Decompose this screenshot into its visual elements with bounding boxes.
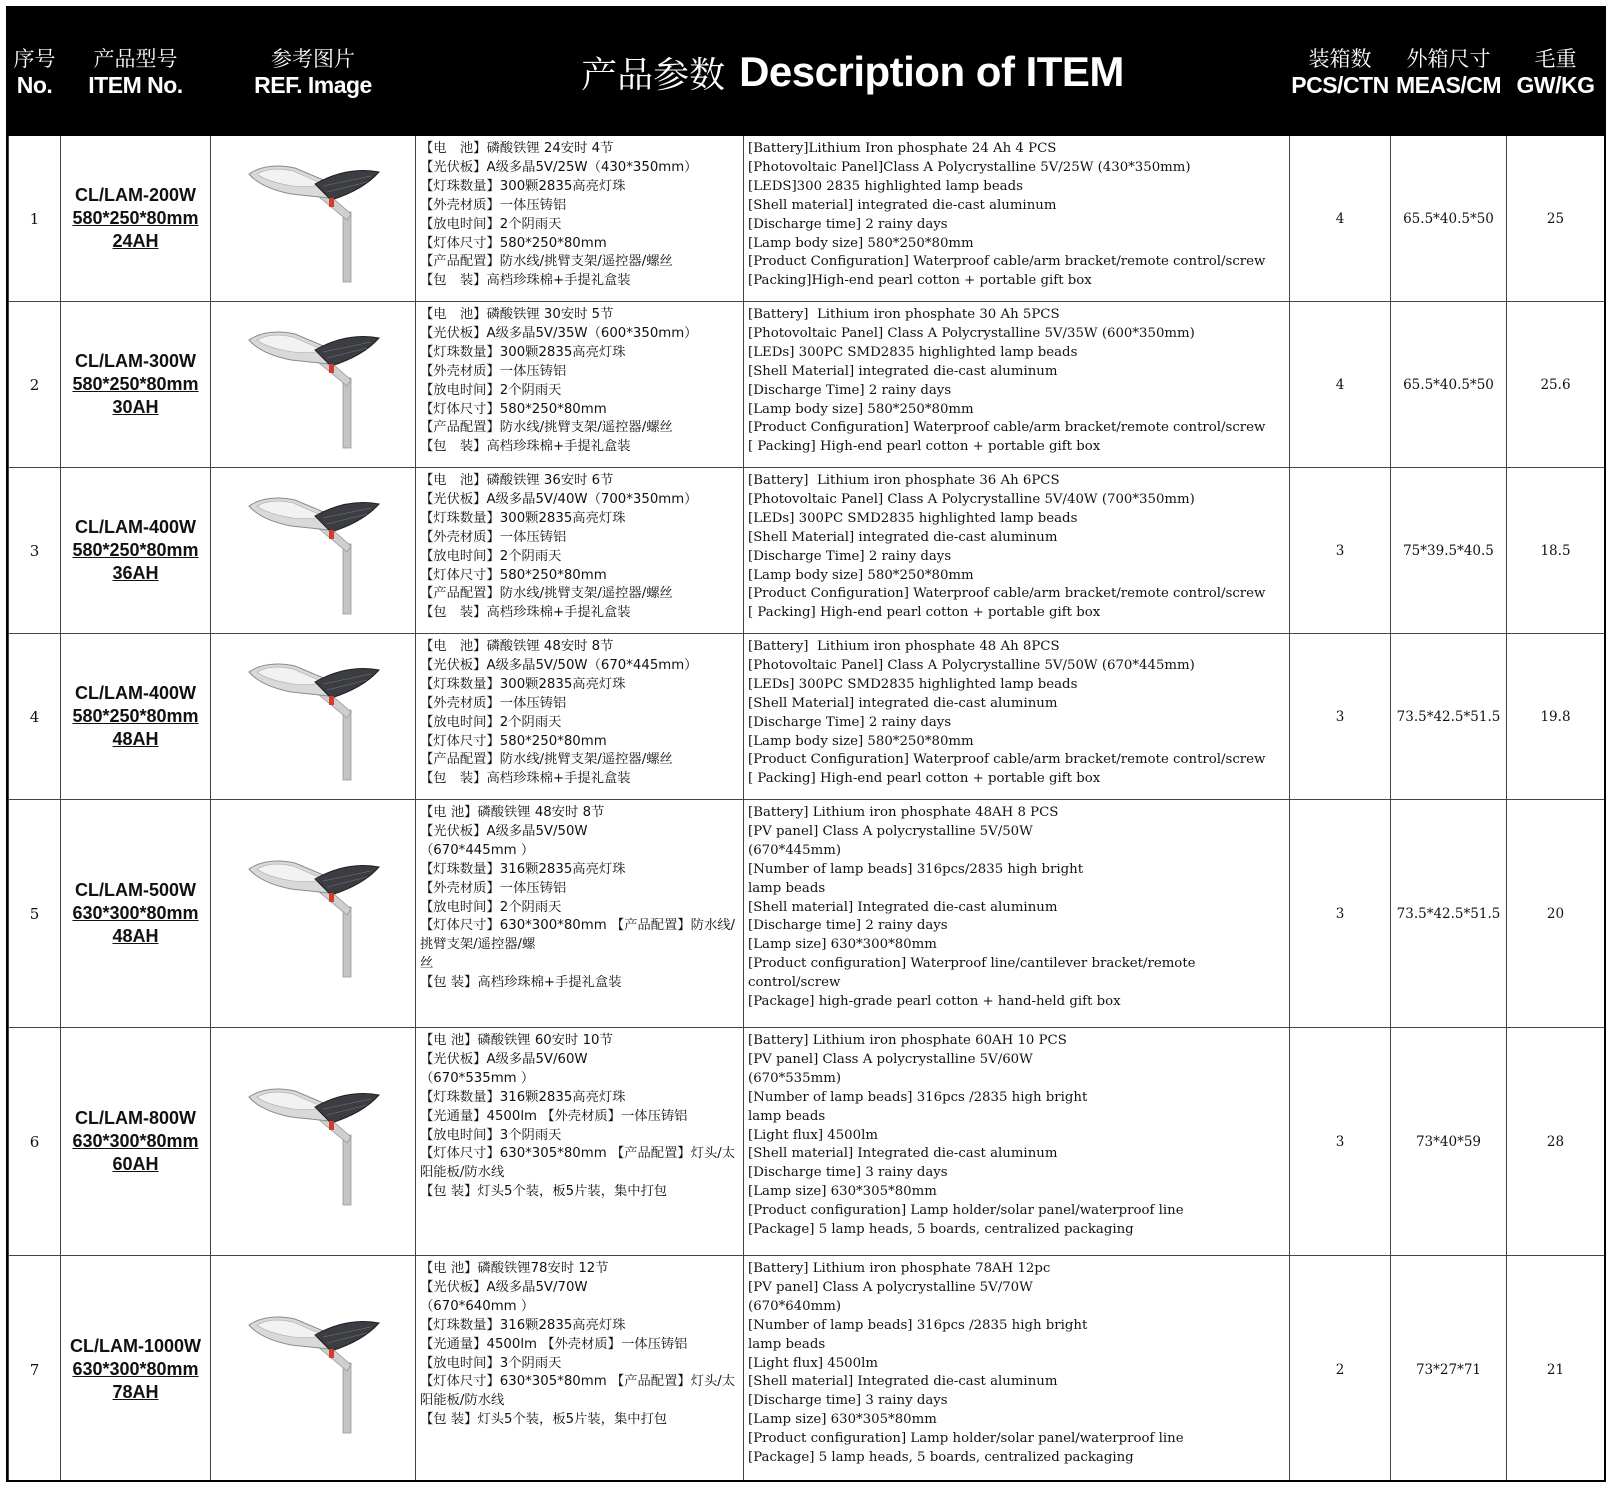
header-gw-cn: 毛重 [1534,46,1577,71]
product-table [8,8,1605,1482]
spec-line: [Number of lamp beads] 316pcs/2835 high bright [748,861,1084,877]
item-size: 580*250*80mm [72,706,199,726]
spec-line: 【包 装】灯头5个装，板5片装，集中打包 [420,1184,668,1200]
table-row [9,1028,1605,1256]
spec-line: 【放电时间】2个阴雨天 [420,548,562,564]
item-model: CL/LAM-200W [75,185,196,205]
spec-line: 【产品配置】防水线/挑臂支架/遥控器/螺丝 [420,586,673,602]
ref-image-cell [211,1028,416,1256]
spec-line: 【电 池】磷酸铁锂 36安时 6节 [420,473,614,488]
spec-cn-cell [416,468,744,634]
spec-line: 【光伏板】A级多晶5V/60W [420,1051,588,1067]
spec-en-cell [744,1028,1290,1256]
spec-line: 【光伏板】A级多晶5V/25W（430*350mm） [420,159,698,175]
spec-line: 【产品配置】防水线/挑臂支架/遥控器/螺丝 [420,752,673,768]
spec-line: 【灯珠数量】316颗2835高亮灯珠 [420,1317,626,1333]
spec-line: 【外壳材质】一体压铸铝 [420,695,567,711]
spec-line: [Photovoltaic Panel] Class A Polycrystalline 5V/40W (700*350mm) [748,491,1195,507]
header-desc-cn: 产品参数 [581,54,726,96]
spec-line: 【光伏板】A级多晶5V/40W（700*350mm） [420,491,698,507]
item-model: CL/LAM-1000W [69,1336,201,1356]
spec-line: 【灯体尺寸】580*250*80mm [420,567,607,583]
spec-line: (670*445mm) [748,842,842,858]
spec-line: [Battery] Lithium iron phosphate 60AH 10 PCS [748,1033,1067,1048]
row-number: 2 [9,302,61,468]
spec-line: 【光伏板】A级多晶5V/70W [420,1279,588,1295]
spec-line: 【放电时间】2个阴雨天 [420,216,562,232]
spec-line: 【灯体尺寸】630*305*80mm 【产品配置】灯头/太阳能板/防水线 [420,1374,736,1409]
solar-street-light-icon [243,154,383,284]
spec-cn-cell [416,302,744,468]
spec-line: 【灯体尺寸】630*300*80mm 【产品配置】防水线/挑臂支架/遥控器/螺 [420,918,736,953]
item-model: CL/LAM-800W [75,1108,196,1128]
spec-line: [Shell Material] integrated die-cast aluminum [748,529,1058,545]
spec-line: 【放电时间】3个阴雨天 [420,1355,562,1371]
spec-line: [Shell material] Integrated die-cast aluminum [748,1146,1058,1162]
spec-line: （670*640mm ） [420,1298,535,1314]
row-number: 7 [9,1256,61,1483]
spec-line: (670*640mm) [748,1298,842,1314]
spec-line: 【包 装】高档珍珠棉+手提礼盒装 [420,975,622,991]
spec-line: 【光伏板】A级多晶5V/35W（600*350mm） [420,325,698,341]
row-number: 6 [9,1028,61,1256]
gross-weight: 28 [1507,1028,1605,1256]
spec-line: [Package] high-grade pearl cotton + hand-held gift box [748,994,1121,1010]
spec-line: [Photovoltaic Panel] Class A Polycrystalline 5V/35W (600*350mm) [748,325,1195,341]
header-ref-en: REF. Image [254,71,372,98]
row-number: 5 [9,800,61,1028]
spec-line: [Product Configuration] Waterproof cable/arm bracket/remote control/screw [748,420,1266,436]
spec-cn-cell [416,634,744,800]
spec-en-cell [744,136,1290,302]
solar-street-light-icon [243,849,383,979]
spec-line: 【包 装】高档珍珠棉+手提礼盒装 [420,771,631,787]
product-spec-sheet [6,6,1606,1482]
item-size: 630*300*80mm [72,1359,199,1379]
header-gw [1507,9,1605,136]
spec-line: lamp beads [748,880,826,896]
spec-line: [Battery] Lithium iron phosphate 36 Ah 6PCS [748,473,1060,488]
header-pcs [1290,9,1391,136]
spec-line: 【光伏板】A级多晶5V/50W（670*445mm） [420,657,698,673]
gross-weight: 20 [1507,800,1605,1028]
spec-line: 【放电时间】2个阴雨天 [420,382,562,398]
pcs-per-carton: 3 [1290,634,1391,800]
spec-line: [Lamp size] 630*305*80mm [748,1184,937,1200]
spec-line: 【灯体尺寸】580*250*80mm [420,235,607,251]
pcs-per-carton: 2 [1290,1256,1391,1483]
gross-weight: 18.5 [1507,468,1605,634]
spec-line: [Product configuration] Lamp holder/solar panel/waterproof line [748,1203,1184,1219]
spec-line: 【灯珠数量】316颗2835高亮灯珠 [420,861,626,877]
spec-en-cell [744,302,1290,468]
carton-measurement: 73*40*59 [1391,1028,1507,1256]
spec-line: [Lamp body size] 580*250*80mm [748,733,974,749]
item-size: 580*250*80mm [72,540,199,560]
spec-line: 【灯珠数量】316颗2835高亮灯珠 [420,1089,626,1105]
spec-en-cell [744,634,1290,800]
gross-weight: 21 [1507,1256,1605,1483]
spec-line: [Light flux] 4500lm [748,1127,878,1143]
spec-line: [Product Configuration] Waterproof cable/arm bracket/remote control/screw [748,752,1266,768]
spec-line: 【产品配置】防水线/挑臂支架/遥控器/螺丝 [420,254,673,270]
spec-line: 【光伏板】A级多晶5V/50W [420,823,588,839]
item-battery: 36AH [112,563,159,583]
table-row [9,468,1605,634]
ref-image-cell [211,302,416,468]
table-row [9,800,1605,1028]
spec-line: [Number of lamp beads] 316pcs /2835 high bright [748,1089,1088,1105]
spec-line: [Product Configuration] Waterproof cable/arm bracket/remote control/screw [748,254,1266,270]
solar-street-light-icon [243,1305,383,1435]
spec-line: [Lamp body size] 580*250*80mm [748,401,974,417]
spec-line: 【灯体尺寸】580*250*80mm [420,733,607,749]
header-no-cn: 序号 [13,46,56,71]
spec-line: lamp beads [748,1336,826,1352]
item-battery: 60AH [112,1154,159,1174]
gross-weight: 25.6 [1507,302,1605,468]
spec-line: [ Packing] High-end pearl cotton + portable gift box [748,439,1101,455]
row-number: 4 [9,634,61,800]
spec-line: [Shell Material] integrated die-cast aluminum [748,695,1058,711]
item-cell [61,468,211,634]
spec-line: [ Packing] High-end pearl cotton + portable gift box [748,605,1101,621]
gross-weight: 25 [1507,136,1605,302]
item-size: 630*300*80mm [72,1131,199,1151]
item-battery: 30AH [112,397,159,417]
solar-street-light-icon [243,320,383,450]
spec-line: 【灯体尺寸】580*250*80mm [420,401,607,417]
spec-line: 【放电时间】2个阴雨天 [420,714,562,730]
spec-line: 【光通量】4500lm 【外壳材质】一体压铸铝 [420,1336,688,1352]
spec-line: [Battery] Lithium iron phosphate 48 Ah 8PCS [748,639,1060,654]
item-model: CL/LAM-300W [75,351,196,371]
header-item [61,9,211,136]
spec-line: [Packing]High-end pearl cotton + portable gift box [748,273,1092,289]
spec-line: [Battery] Lithium iron phosphate 48AH 8 PCS [748,805,1059,820]
spec-line: 【电 池】磷酸铁锂 48安时 8节 [420,639,614,654]
spec-en-cell [744,1256,1290,1483]
header-pcs-cn: 装箱数 [1308,46,1372,71]
spec-line: 【灯体尺寸】630*305*80mm 【产品配置】灯头/太阳能板/防水线 [420,1146,736,1181]
table-header [9,9,1605,136]
spec-line: 【包 装】灯头5个装，板5片装，集中打包 [420,1412,668,1428]
item-battery: 78AH [112,1382,159,1402]
spec-line: [PV panel] Class A polycrystalline 5V/70W [748,1279,1033,1295]
header-no-en: No. [16,71,53,98]
table-row [9,136,1605,302]
item-battery: 24AH [112,231,159,251]
spec-line: 【电 池】磷酸铁锂 48安时 8节 [420,805,605,820]
spec-line: 【放电时间】3个阴雨天 [420,1127,562,1143]
spec-line: [LEDs] 300PC SMD2835 highlighted lamp beads [748,510,1078,526]
spec-line: [PV panel] Class A polycrystalline 5V/60W [748,1051,1033,1067]
table-row [9,1256,1605,1483]
spec-line: [Discharge time] 3 rainy days [748,1165,948,1181]
spec-line: 丝 [420,956,434,972]
pcs-per-carton: 4 [1290,136,1391,302]
spec-line: 【包 装】高档珍珠棉+手提礼盒装 [420,273,631,289]
row-number: 1 [9,136,61,302]
spec-line: [Discharge time] 2 rainy days [748,216,948,232]
item-battery: 48AH [112,729,159,749]
spec-line: 【灯珠数量】300颗2835高亮灯珠 [420,344,626,360]
spec-line: [ Packing] High-end pearl cotton + portable gift box [748,771,1101,787]
spec-line: 【电 池】磷酸铁锂78安时 12节 [420,1261,609,1276]
spec-line: 【电 池】磷酸铁锂 24安时 4节 [420,141,614,156]
spec-en-cell [744,468,1290,634]
table-row [9,634,1605,800]
spec-line: 【灯珠数量】300颗2835高亮灯珠 [420,676,626,692]
item-model: CL/LAM-500W [75,880,196,900]
header-no [9,9,61,136]
spec-line: [Package] 5 lamp heads, 5 boards, centralized packaging [748,1450,1134,1466]
spec-line: 【包 装】高档珍珠棉+手提礼盒装 [420,439,631,455]
carton-measurement: 65.5*40.5*50 [1391,136,1507,302]
ref-image-cell [211,136,416,302]
ref-image-cell [211,800,416,1028]
table-body [9,136,1605,1483]
pcs-per-carton: 3 [1290,800,1391,1028]
spec-line: 【外壳材质】一体压铸铝 [420,197,567,213]
spec-line: [Lamp size] 630*305*80mm [748,1412,937,1428]
spec-line: [Discharge time] 2 rainy days [748,918,948,934]
header-desc-en: Description of ITEM [739,48,1124,95]
spec-cn-cell [416,1028,744,1256]
carton-measurement: 75*39.5*40.5 [1391,468,1507,634]
header-gw-en: GW/KG [1516,71,1595,98]
header-ref-cn: 参考图片 [271,46,355,71]
spec-cn-cell [416,1256,744,1483]
spec-line: [Discharge Time] 2 rainy days [748,714,952,730]
ref-image-cell [211,634,416,800]
solar-street-light-icon [243,1077,383,1207]
item-size: 580*250*80mm [72,374,199,394]
item-cell [61,1256,211,1483]
spec-line: [Lamp size] 630*300*80mm [748,937,937,953]
spec-line: [Product configuration] Waterproof line/cantilever bracket/remote control/screw [748,956,1200,991]
ref-image-cell [211,468,416,634]
item-cell [61,136,211,302]
item-model: CL/LAM-400W [75,683,196,703]
item-size: 580*250*80mm [72,208,199,228]
spec-cn-cell [416,136,744,302]
spec-line: [Shell Material] integrated die-cast aluminum [748,363,1058,379]
header-description [416,9,1290,136]
spec-line: [LEDs] 300PC SMD2835 highlighted lamp beads [748,344,1078,360]
gross-weight: 19.8 [1507,634,1605,800]
spec-line: [Package] 5 lamp heads, 5 boards, centralized packaging [748,1222,1134,1238]
pcs-per-carton: 4 [1290,302,1391,468]
item-cell [61,634,211,800]
spec-line: [Shell material] integrated die-cast aluminum [748,197,1057,213]
header-pcs-en: PCS/CTN [1291,71,1389,98]
spec-line: 【外壳材质】一体压铸铝 [420,529,567,545]
spec-line: [LEDS]300 2835 highlighted lamp beads [748,178,1023,194]
solar-street-light-icon [243,486,383,616]
spec-line: 【外壳材质】一体压铸铝 [420,363,567,379]
pcs-per-carton: 3 [1290,1028,1391,1256]
spec-line: 【电 池】磷酸铁锂 30安时 5节 [420,307,614,322]
spec-line: [Discharge Time] 2 rainy days [748,548,952,564]
solar-street-light-icon [243,652,383,782]
spec-line: [Battery]Lithium Iron phosphate 24 Ah 4 PCS [748,141,1057,156]
spec-line: [Shell material] Integrated die-cast aluminum [748,899,1058,915]
spec-line: [Product Configuration] Waterproof cable/arm bracket/remote control/screw [748,586,1266,602]
spec-line: [LEDs] 300PC SMD2835 highlighted lamp beads [748,676,1078,692]
carton-measurement: 73.5*42.5*51.5 [1391,800,1507,1028]
item-size: 630*300*80mm [72,903,199,923]
header-item-cn: 产品型号 [93,46,178,71]
spec-line: (670*535mm) [748,1070,842,1086]
spec-line: （670*445mm ） [420,842,535,858]
spec-line: [Light flux] 4500lm [748,1355,878,1371]
spec-line: 【包 装】高档珍珠棉+手提礼盒装 [420,605,631,621]
carton-measurement: 73.5*42.5*51.5 [1391,634,1507,800]
spec-line: 【光通量】4500lm 【外壳材质】一体压铸铝 [420,1108,688,1124]
spec-line: [Battery] Lithium iron phosphate 30 Ah 5PCS [748,307,1060,322]
spec-line: 【灯珠数量】300颗2835高亮灯珠 [420,510,626,526]
ref-image-cell [211,1256,416,1483]
row-number: 3 [9,468,61,634]
spec-line: 【产品配置】防水线/挑臂支架/遥控器/螺丝 [420,420,673,436]
pcs-per-carton: 3 [1290,468,1391,634]
item-battery: 48AH [112,926,159,946]
header-meas-cn: 外箱尺寸 [1406,46,1491,71]
spec-line: [Photovoltaic Panel] Class A Polycrystalline 5V/50W (670*445mm) [748,657,1195,673]
table-row [9,302,1605,468]
spec-line: [Shell material] Integrated die-cast aluminum [748,1374,1058,1390]
item-cell [61,800,211,1028]
spec-line: [Product configuration] Lamp holder/solar panel/waterproof line [748,1431,1184,1447]
spec-line: [Number of lamp beads] 316pcs /2835 high bright [748,1317,1088,1333]
spec-en-cell [744,800,1290,1028]
spec-line: [Lamp body size] 580*250*80mm [748,567,974,583]
item-model: CL/LAM-400W [75,517,196,537]
spec-cn-cell [416,800,744,1028]
header-meas [1391,9,1507,136]
spec-line: 【电 池】磷酸铁锂 60安时 10节 [420,1033,613,1048]
spec-line: [Battery] Lithium iron phosphate 78AH 12pc [748,1261,1051,1276]
spec-line: [Discharge Time] 2 rainy days [748,382,952,398]
spec-line: 【灯珠数量】300颗2835高亮灯珠 [420,178,626,194]
spec-line: [PV panel] Class A polycrystalline 5V/50W [748,823,1033,839]
spec-line: [Discharge time] 3 rainy days [748,1393,948,1409]
spec-line: [Lamp body size] 580*250*80mm [748,235,974,251]
header-meas-en: MEAS/CM [1395,71,1502,98]
spec-line: 【外壳材质】一体压铸铝 [420,880,567,896]
item-cell [61,302,211,468]
header-item-en: ITEM No. [88,71,183,98]
spec-line: lamp beads [748,1108,826,1124]
spec-line: （670*535mm ） [420,1070,535,1086]
spec-line: [Photovoltaic Panel]Class A Polycrystalline 5V/25W (430*350mm) [748,159,1191,175]
carton-measurement: 65.5*40.5*50 [1391,302,1507,468]
carton-measurement: 73*27*71 [1391,1256,1507,1483]
header-ref [211,9,416,136]
item-cell [61,1028,211,1256]
spec-line: 【放电时间】2个阴雨天 [420,899,562,915]
